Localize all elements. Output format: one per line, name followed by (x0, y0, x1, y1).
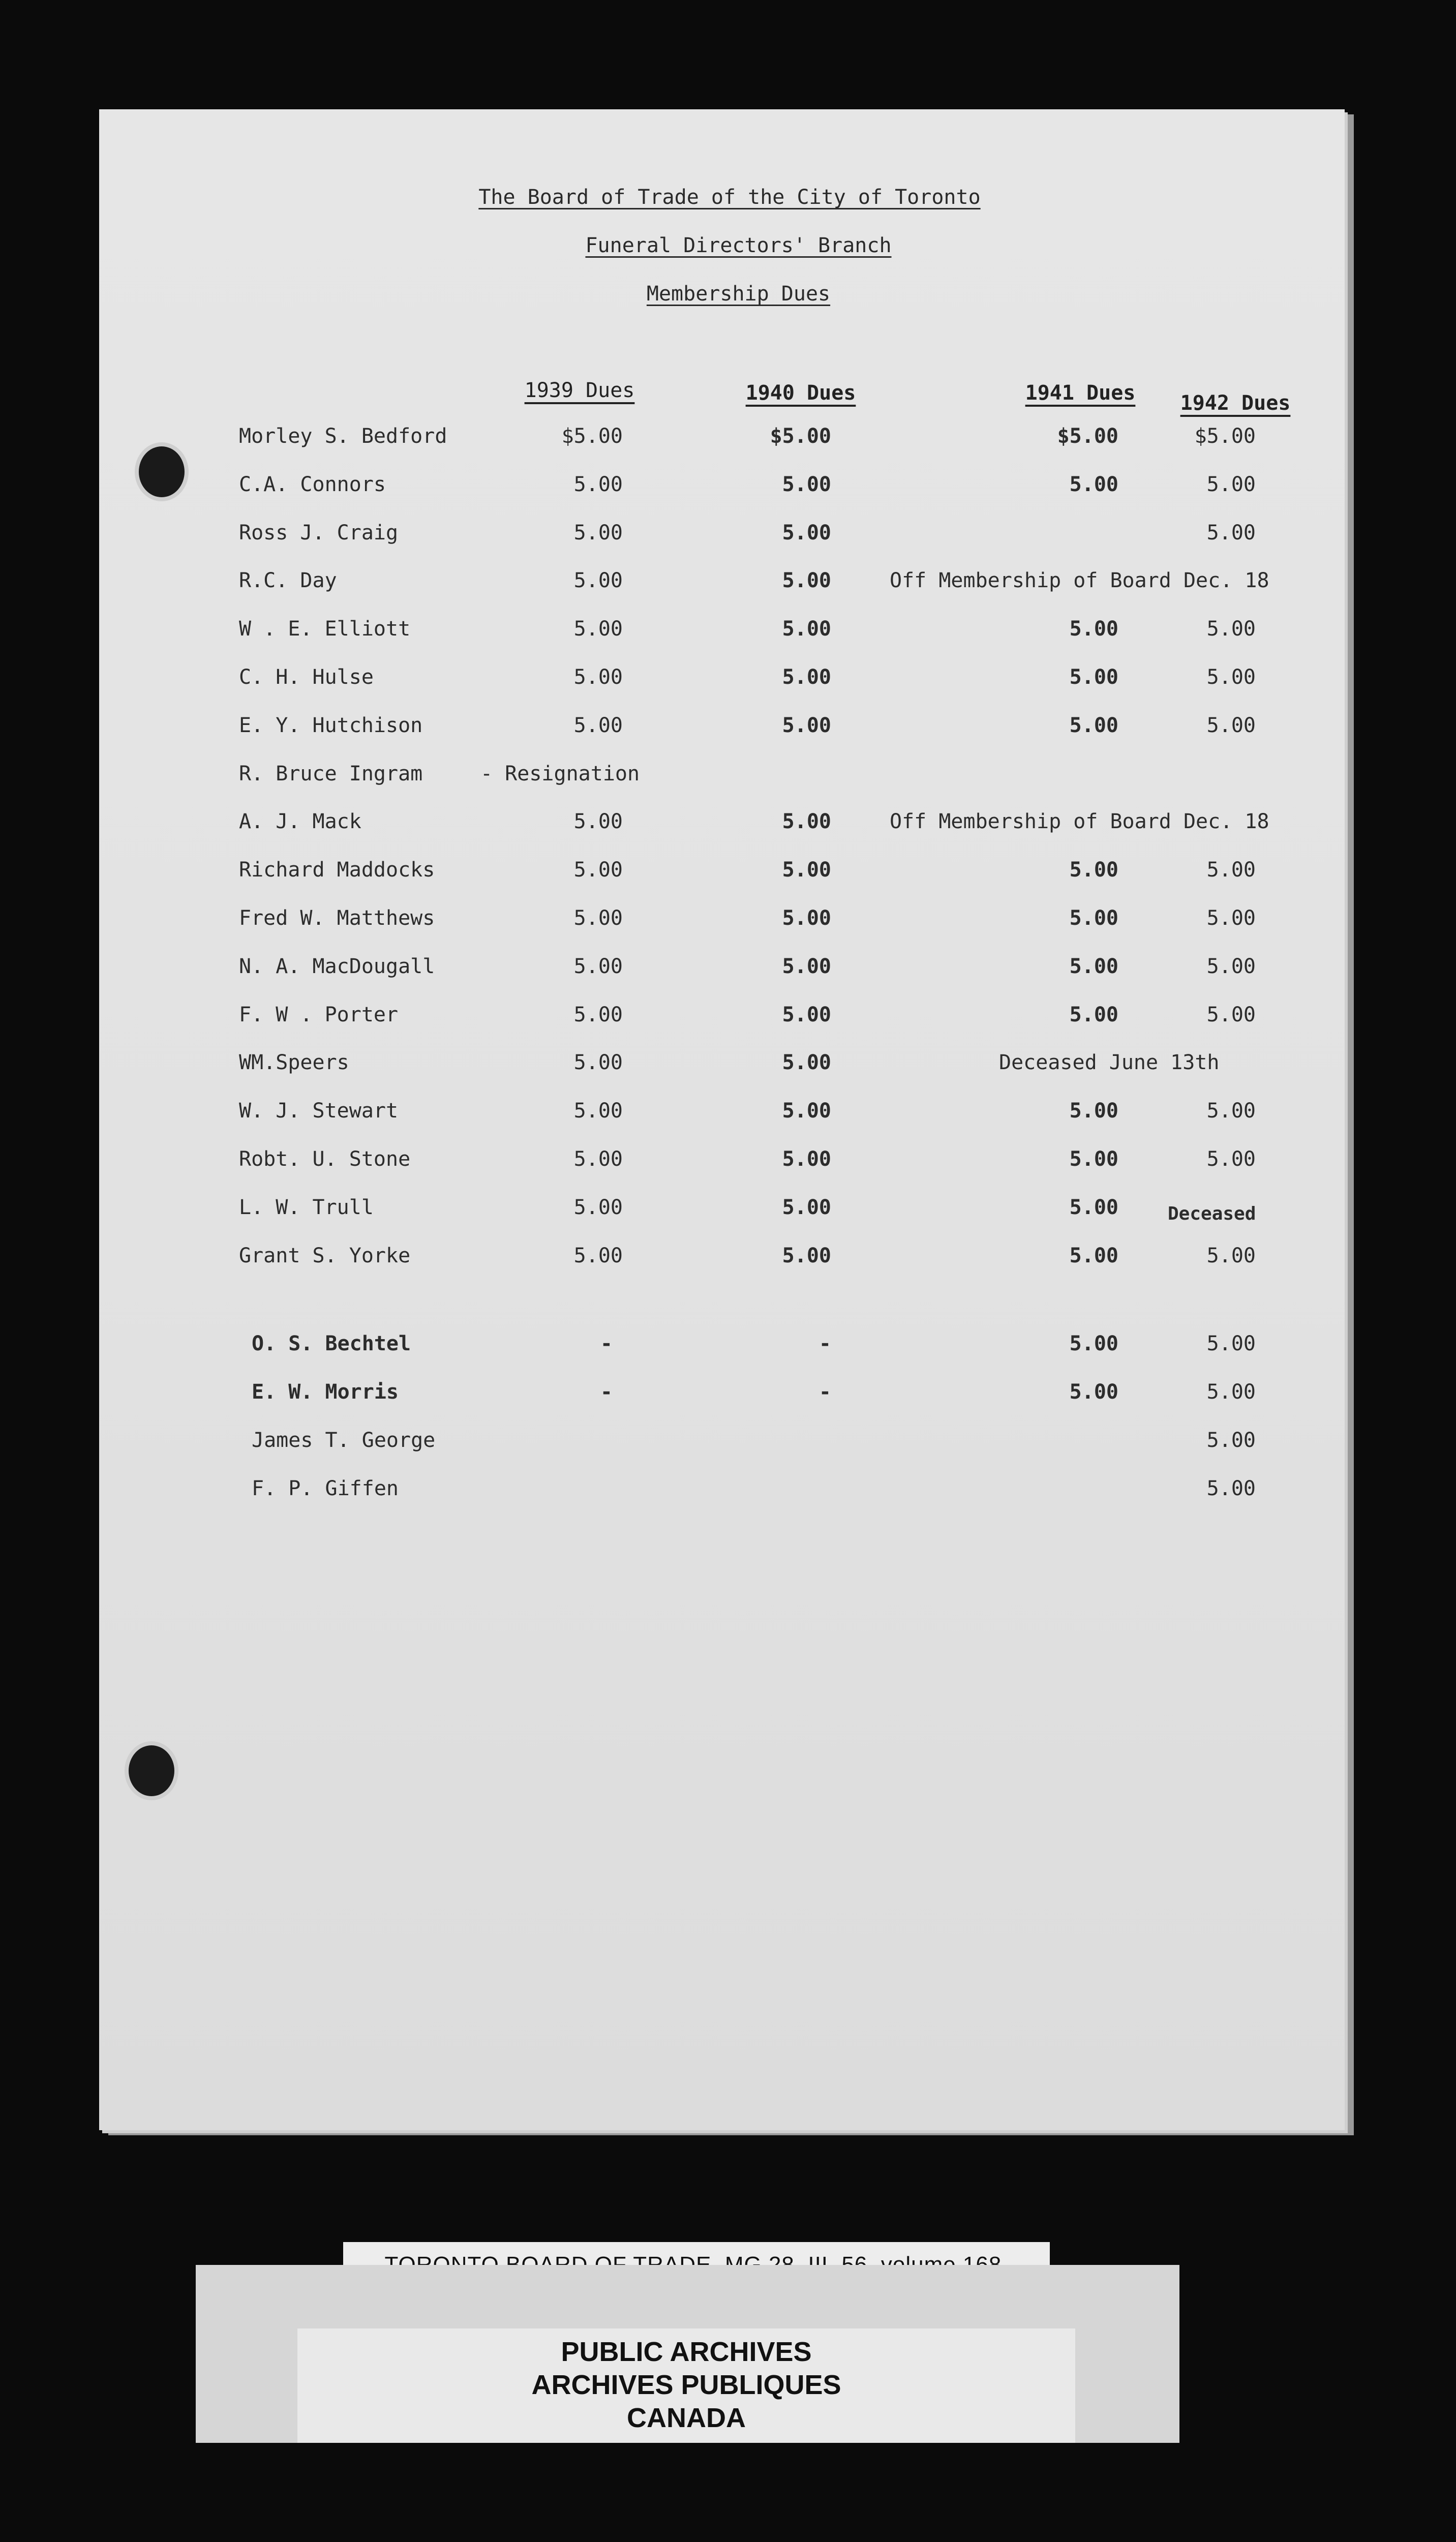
dues-1939: 5.00 (573, 1051, 623, 1074)
punch-hole-top (135, 442, 189, 501)
dues-1942: 5.00 (1206, 714, 1256, 737)
dues-1939: - (600, 1380, 613, 1404)
dues-1941: 5.00 (1069, 1332, 1118, 1355)
member-name: Ross J. Craig (239, 521, 399, 544)
dues-1939: 5.00 (573, 1147, 623, 1171)
dues-1940: 5.00 (782, 1003, 831, 1026)
dues-1941: 5.00 (1069, 473, 1118, 496)
dues-1941: 5.00 (1069, 1380, 1118, 1404)
member-name: L. W. Trull (239, 1196, 374, 1219)
member-name: E. Y. Hutchison (239, 714, 423, 737)
dues-1942: 5.00 (1206, 1099, 1256, 1123)
dues-1939: - (600, 1332, 613, 1355)
resignation-note: - Resignation (480, 762, 640, 785)
punch-hole-bottom (125, 1741, 178, 1800)
member-name: C.A. Connors (239, 473, 386, 496)
dues-1940: 5.00 (782, 906, 831, 930)
dues-1939: 5.00 (573, 810, 623, 833)
dues-1940: 5.00 (782, 1196, 831, 1219)
column-header-1939: 1939 Dues (524, 379, 635, 402)
dues-1941: 5.00 (1069, 617, 1118, 641)
dues-1939: 5.00 (573, 569, 623, 592)
dues-1939: 5.00 (573, 714, 623, 737)
dues-1941: 5.00 (1069, 1099, 1118, 1123)
dues-1942: 5.00 (1206, 1380, 1256, 1404)
dues-1942: $5.00 (1194, 425, 1256, 448)
member-name: R.C. Day (239, 569, 337, 592)
archive-stamp-line-2: ARCHIVES PUBLIQUES (531, 2370, 841, 2400)
dues-1940: - (818, 1380, 831, 1404)
membership-note: Off Membership of Board Dec. 18 (890, 810, 1269, 833)
dues-1940: 5.00 (782, 858, 831, 882)
member-name: R. Bruce Ingram (239, 762, 423, 785)
dues-1940: 5.00 (782, 955, 831, 978)
dues-1942: 5.00 (1206, 906, 1256, 930)
member-name: WM.Speers (239, 1051, 349, 1074)
dues-1940: 5.00 (782, 1051, 831, 1074)
member-name: W . E. Elliott (239, 617, 411, 641)
dues-1942: 5.00 (1206, 1003, 1256, 1026)
dues-1939: 5.00 (573, 521, 623, 544)
member-name: N. A. MacDougall (239, 955, 435, 978)
dues-1942: 5.00 (1206, 1429, 1256, 1452)
section-title: Membership Dues (646, 282, 831, 306)
dues-1941: 5.00 (1069, 1003, 1118, 1026)
dues-1940: 5.00 (782, 665, 831, 689)
dues-1940: 5.00 (782, 1147, 831, 1171)
dues-1941: 5.00 (1069, 665, 1118, 689)
dues-1940: 5.00 (782, 521, 831, 544)
dues-1939: 5.00 (573, 473, 623, 496)
dues-1939: 5.00 (573, 1196, 623, 1219)
branch-title: Funeral Directors' Branch (585, 234, 892, 257)
dues-1940: 5.00 (782, 617, 831, 641)
dues-1941: 5.00 (1069, 714, 1118, 737)
dues-1939: 5.00 (573, 617, 623, 641)
dues-1940: $5.00 (770, 425, 831, 448)
dues-1942: 5.00 (1206, 1244, 1256, 1267)
member-name: F. P. Giffen (252, 1477, 399, 1500)
member-name: O. S. Bechtel (252, 1332, 411, 1355)
member-name: Richard Maddocks (239, 858, 435, 882)
dues-1942: 5.00 (1206, 1147, 1256, 1171)
deceased-note: Deceased June 13th (999, 1051, 1220, 1074)
member-name: James T. George (252, 1429, 436, 1452)
document-title: The Board of Trade of the City of Toronto (478, 186, 981, 209)
archive-stamp-line-3: CANADA (627, 2403, 746, 2433)
dues-1941: 5.00 (1069, 1244, 1118, 1267)
member-name: Robt. U. Stone (239, 1147, 411, 1171)
dues-1942: 5.00 (1206, 473, 1256, 496)
member-name: F. W . Porter (239, 1003, 399, 1026)
dues-1940: 5.00 (782, 714, 831, 737)
dues-1939: 5.00 (573, 906, 623, 930)
dues-1939: $5.00 (561, 425, 623, 448)
dues-1939: 5.00 (573, 858, 623, 882)
dues-1940: 5.00 (782, 1099, 831, 1123)
membership-note: Off Membership of Board Dec. 18 (890, 569, 1269, 592)
dues-1939: 5.00 (573, 955, 623, 978)
column-header-1942: 1942 Dues (1180, 391, 1291, 415)
dues-1940: 5.00 (782, 569, 831, 592)
dues-1942: 5.00 (1206, 1332, 1256, 1355)
member-name: Fred W. Matthews (239, 906, 435, 930)
member-name: Grant S. Yorke (239, 1244, 411, 1267)
dues-1939: 5.00 (573, 1099, 623, 1123)
dues-1942: 5.00 (1206, 1477, 1256, 1500)
column-header-1940: 1940 Dues (745, 381, 856, 405)
dues-1942: 5.00 (1206, 521, 1256, 544)
dues-1939: 5.00 (573, 1003, 623, 1026)
dues-1941: $5.00 (1057, 425, 1118, 448)
dues-1941: 5.00 (1069, 858, 1118, 882)
dues-1942: 5.00 (1206, 665, 1256, 689)
dues-1942: 5.00 (1206, 858, 1256, 882)
member-name: E. W. Morris (252, 1380, 399, 1404)
dues-1939: 5.00 (573, 665, 623, 689)
dues-1940: 5.00 (782, 810, 831, 833)
member-name: A. J. Mack (239, 810, 361, 833)
dues-1940: - (818, 1332, 831, 1355)
dues-1942: 5.00 (1206, 955, 1256, 978)
dues-1941: 5.00 (1069, 955, 1118, 978)
dues-1940: 5.00 (782, 473, 831, 496)
dues-1941: 5.00 (1069, 906, 1118, 930)
dues-1941: 5.00 (1069, 1196, 1118, 1219)
archive-stamp (297, 2328, 1075, 2443)
dues-1941: 5.00 (1069, 1147, 1118, 1171)
member-name: C. H. Hulse (239, 665, 374, 689)
deceased-note: Deceased (1168, 1203, 1256, 1224)
member-name: W. J. Stewart (239, 1099, 399, 1123)
dues-1942: 5.00 (1206, 617, 1256, 641)
column-header-1941: 1941 Dues (1025, 381, 1136, 405)
archive-stamp-line-1: PUBLIC ARCHIVES (561, 2337, 812, 2367)
dues-1939: 5.00 (573, 1244, 623, 1267)
member-name: Morley S. Bedford (239, 425, 447, 448)
archive-stamp-tray (196, 2265, 1179, 2443)
dues-1940: 5.00 (782, 1244, 831, 1267)
